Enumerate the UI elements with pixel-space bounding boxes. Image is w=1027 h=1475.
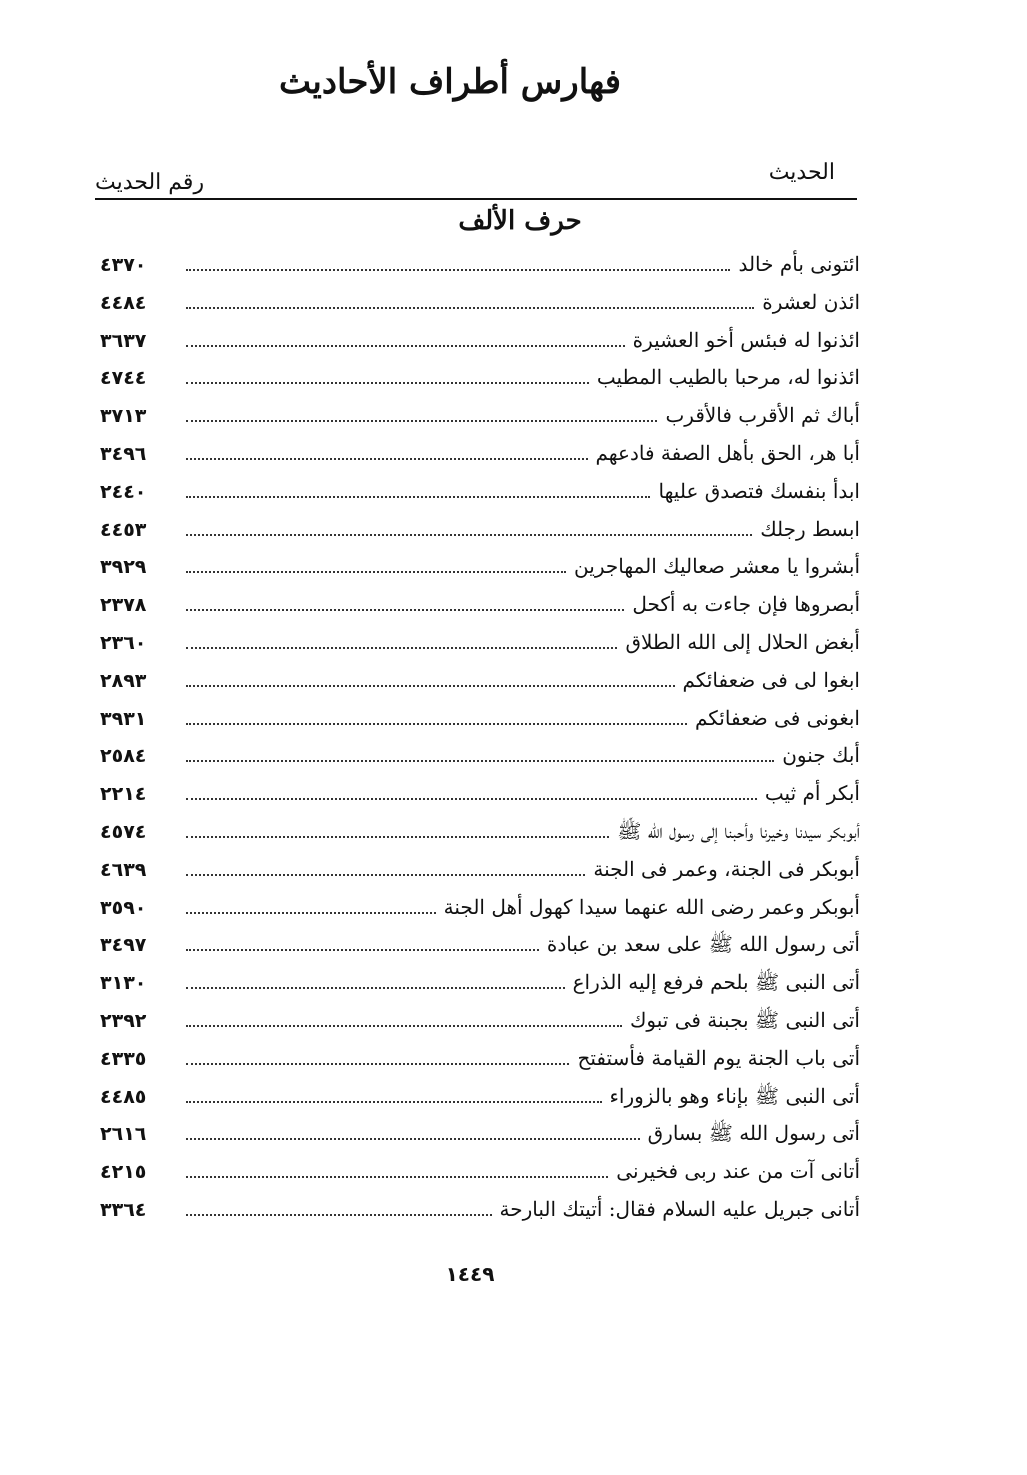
hadith-number: ٣٧١٣ [100, 405, 147, 428]
index-entry [100, 1153, 860, 1191]
dot-leader [186, 458, 588, 460]
index-entry [100, 435, 860, 473]
dot-leader [186, 798, 757, 800]
hadith-number: ٣٩٢٩ [100, 556, 147, 579]
hadith-text: ابسط رجلك [760, 516, 860, 541]
dot-leader [186, 496, 650, 498]
hadith-number: ٣٤٩٦ [100, 442, 147, 465]
hadith-number: ٣٤٩٧ [100, 934, 147, 957]
index-entry [100, 1191, 860, 1229]
index-entry [100, 737, 860, 775]
hadith-number: ٢٢١٤ [100, 783, 147, 806]
hadith-text: أتى النبى ﷺ بإناء وهو بالزوراء [609, 1083, 860, 1108]
hadith-number: ٢٣٦٠ [100, 631, 147, 654]
column-header-hadith-number: رقم الحديث [95, 170, 205, 195]
column-headers [95, 160, 835, 196]
hadith-text: ائذن لعشرة [762, 289, 860, 314]
hadith-number: ٤٧٤٤ [100, 367, 147, 390]
dot-leader [186, 1025, 622, 1027]
dot-leader [186, 1101, 602, 1103]
hadith-number: ٢٥٨٤ [100, 745, 147, 768]
hadith-text: أبوبكر فى الجنة، وعمر فى الجنة [593, 856, 860, 881]
hadith-number: ٤٤٨٥ [100, 1085, 147, 1108]
dot-leader [186, 760, 774, 762]
dot-leader [186, 269, 730, 271]
index-entry [100, 322, 860, 360]
index-entry [100, 624, 860, 662]
dot-leader [186, 723, 687, 725]
index-entry [100, 662, 860, 700]
dot-leader [186, 1138, 640, 1140]
hadith-text: أتى باب الجنة يوم القيامة فأستفتح [577, 1045, 860, 1070]
dot-leader [186, 307, 754, 309]
dot-leader [186, 571, 566, 573]
index-entry [100, 1002, 860, 1040]
index-entry [100, 700, 860, 738]
dot-leader [186, 647, 617, 649]
dot-leader [186, 912, 436, 914]
index-entry [100, 775, 860, 813]
hadith-text: ائذنوا له، مرحبا بالطيب المطيب [596, 365, 860, 390]
hadith-text: أبغض الحلال إلى الله الطلاق [625, 629, 860, 654]
column-header-hadith: الحديث [768, 160, 835, 185]
hadith-number: ٢٨٩٣ [100, 669, 147, 692]
dot-leader [186, 1214, 492, 1216]
hadith-number: ٣١٣٠ [100, 972, 147, 995]
hadith-number: ٢٣٩٢ [100, 1009, 147, 1032]
hadith-number: ٢٤٤٠ [100, 480, 147, 503]
hadith-text: أتى رسول الله ﷺ على سعد بن عبادة [546, 932, 860, 957]
hadith-number: ٣٣٦٤ [100, 1198, 147, 1221]
index-entry [100, 964, 860, 1002]
hadith-text: أبك جنون [782, 743, 860, 768]
hadith-text: أتى النبى ﷺ بجبنة فى تبوك [629, 1007, 860, 1032]
index-entry [100, 586, 860, 624]
hadith-text: أباك ثم الأقرب فالأقرب [665, 403, 860, 428]
hadith-text: ابغوا لى فى ضعفائكم [682, 667, 860, 692]
section-title: حرف الألف [458, 206, 582, 236]
hadith-text: أتانى آت من عند ربى فخيرنى [616, 1159, 860, 1184]
dot-leader [186, 534, 752, 536]
hadith-index-list [100, 246, 860, 1229]
hadith-number: ٢٦١٦ [100, 1123, 147, 1146]
index-entry [100, 926, 860, 964]
hadith-text: ائذنوا له فبئس أخو العشيرة [632, 327, 860, 352]
index-entry [100, 889, 860, 927]
dot-leader [186, 382, 589, 384]
index-entry [100, 548, 860, 586]
index-entry [100, 1115, 860, 1153]
hadith-text: أتى رسول الله ﷺ بسارق [647, 1121, 860, 1146]
index-entry [100, 397, 860, 435]
hadith-number: ٣٥٩٠ [100, 896, 147, 919]
page-title: فهارس أطراف الأحاديث [278, 62, 622, 102]
hadith-number: ٣٦٣٧ [100, 329, 147, 352]
dot-leader [186, 1176, 608, 1178]
dot-leader [186, 874, 585, 876]
hadith-number: ٤٢١٥ [100, 1161, 147, 1184]
page-number: ١٤٤٩ [445, 1262, 495, 1286]
index-entry [100, 473, 860, 511]
hadith-text: ابغونى فى ضعفائكم [694, 705, 860, 730]
hadith-text: أبصروها فإن جاءت به أكحل [632, 592, 860, 617]
hadith-number: ٤٥٧٤ [100, 820, 147, 843]
hadith-number: ٣٩٣١ [100, 707, 147, 730]
dot-leader [186, 1063, 569, 1065]
hadith-number: ٤٤٨٤ [100, 291, 147, 314]
index-entry [100, 246, 860, 284]
index-entry [100, 284, 860, 322]
hadith-number: ٤٣٧٠ [100, 254, 147, 276]
hadith-text: أبا هر، الحق بأهل الصفة فادعهم [595, 440, 860, 465]
dot-leader [186, 609, 624, 611]
index-entry [100, 813, 860, 851]
index-entry [100, 1040, 860, 1078]
header-divider [95, 198, 857, 200]
hadith-text: أبوبكر سيدنا وخيرنا وأحبنا إلى رسول الله ﷺ [617, 818, 860, 843]
dot-leader [186, 949, 539, 951]
hadith-text: أتانى جبريل عليه السلام فقال: أتيتك البارحة [499, 1196, 860, 1221]
dot-leader [186, 836, 609, 838]
dot-leader [186, 685, 675, 687]
hadith-text: أبكر أم ثيب [764, 781, 860, 806]
hadith-text: أبوبكر وعمر رضى الله عنهما سيدا كهول أهل الجنة [443, 894, 860, 919]
index-entry [100, 359, 860, 397]
index-entry [100, 851, 860, 889]
dot-leader [186, 420, 657, 422]
index-entry [100, 511, 860, 549]
hadith-number: ٢٣٧٨ [100, 594, 147, 617]
hadith-text: ائتونى بأم خالد [738, 252, 860, 276]
hadith-number: ٤٤٥٣ [100, 518, 147, 541]
hadith-number: ٤٣٣٥ [100, 1047, 147, 1070]
hadith-text: ابدأ بنفسك فتصدق عليها [658, 478, 860, 503]
hadith-number: ٤٦٣٩ [100, 858, 147, 881]
dot-leader [186, 345, 625, 347]
hadith-text: أتى النبى ﷺ بلحم فرفع إليه الذراع [572, 970, 860, 995]
dot-leader [186, 987, 565, 989]
hadith-text: أبشروا يا معشر صعاليك المهاجرين [574, 554, 860, 579]
index-entry [100, 1078, 860, 1116]
